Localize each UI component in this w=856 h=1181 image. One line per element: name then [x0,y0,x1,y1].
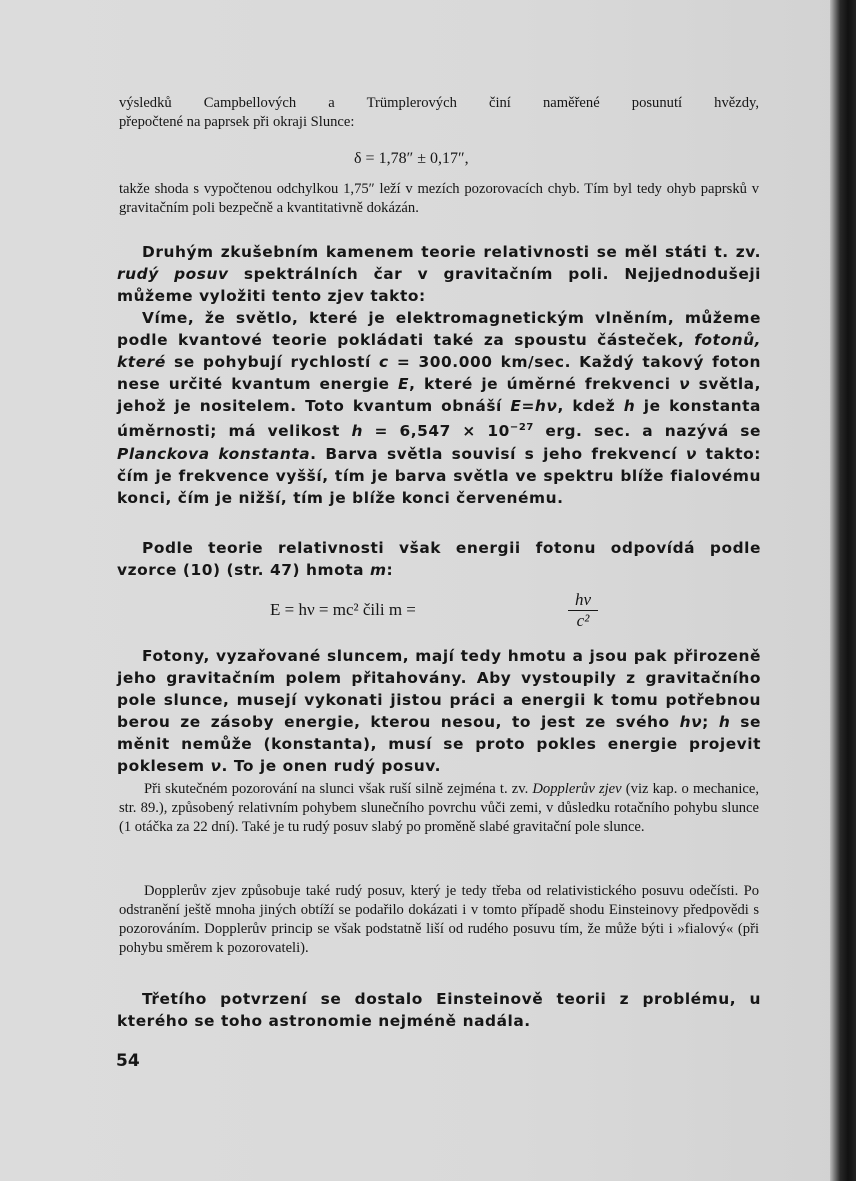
text: erg. sec. a nazývá se [533,422,761,441]
text: Dopplerův zjev způsobuje také rudý posuv, který je tedy třeba od relativistického posuvu odečísti. Po odstranění ještě mnoha jiných obtíží se podařilo dokázati i v tomto případě shodu Einsteinovy předpovědi s pozorováním. Dopplerův princip se však podstatně liší od rudého posuvu tím, že může býti i »fialový« (při pohybu směrem k pozorovateli). [119,883,759,956]
symbol: c [379,353,389,372]
paragraph-deflection-result: takže shoda s vypočtenou odchylkou 1,75″ leží v mezích pozorovacích chyb. Tím byl tedy ohyb paprsků v gravitačním poli bezpečně a kvantitativně dokázán. [119,181,759,216]
top-paragraph [119,94,759,132]
page-number: 54 [116,1051,140,1071]
equation-deflection: δ = 1,78″ ± 0,17″, [354,150,469,167]
text: Fotony, vyzařované sluncem, mají tedy hmotu a jsou pak přirozeně jeho gravitačním polem přitahovány. Aby vystoupily z gravitačního pole slunce, musejí vykonati jistou práci a energii k tomu potřebnou berou ze zásoby energie, kterou nesou, to jest ze svého [117,647,761,732]
term-planck-constant: Planckova konstanta [117,444,311,463]
symbol: ν [210,757,222,776]
text: Víme, že světlo, které je elektromagnetickým vlněním, můžeme podle kvantové teorie pokládati také za spoustu částeček, [117,309,761,350]
text: . Barva světla souvisí s jeho frekvencí [310,444,686,463]
text: , které je úměrné frekvenci [409,375,680,394]
paragraph-third-confirmation [117,988,761,1032]
text: je konstanta úměrnosti; má velikost [117,397,761,441]
text: (viz kap. o mechanice, str. 89.), způsobený relativním pohybem slunečního povrchu vůči zemi, v důsledku rotačního pohybu slunce (1 otáčka za 22 dní). Také je tu rudý posuv slabý po proměně slabé gravitační pole slunce. [119,781,759,835]
text: Podle teorie relativnosti však energii fotonu odpovídá podle vzorce (10) (str. 47) hmota [117,539,761,580]
symbol: ν [685,444,697,463]
text: : [386,561,394,580]
fraction [568,590,598,631]
exponent: −27 [509,422,534,434]
paragraph-photons [117,307,761,509]
symbol: E [398,375,410,394]
symbol: h [623,397,636,416]
formula: E=hν [510,397,558,416]
text: Třetího potvrzení se dostalo Einsteinově teorii z problému, u kterého se toho astronomie nejméně nadála. [117,990,761,1031]
paragraph-doppler-note [119,780,759,837]
symbol: ν [679,375,691,394]
text: Při skutečném pozorování na slunci však ruší silně zejména t. zv. [144,781,533,797]
symbol: h [351,422,363,441]
text: Druhým zkušebním kamenem teorie relativnosti se měl státi t. zv. [142,243,761,261]
text: = 300.000 km/sec. Každý takový foton nese určité kvantum energie [117,353,761,394]
text: se měnit nemůže (konstanta), musí se proto pokles energie projevit poklesem [117,713,761,776]
equation-photon-mass [270,590,610,640]
term-doppler-effect: Dopplerův zjev [532,781,622,797]
book-spine-shadow [830,0,856,1181]
equation-left-side: E = hν = mc² čili m = [270,600,416,619]
symbol: h [718,713,731,732]
text: spektrálních čar v gravitačním poli. Nejjednodušeji můžeme vyložiti tento zjev takto: [117,265,761,306]
text: , kdež [557,397,624,416]
paragraph-gravitational-work [117,645,761,778]
text: . To je onen rudý posuv. [221,757,441,776]
paragraph-photon-mass [117,537,761,581]
fraction-denominator: c² [576,611,590,630]
term-red-shift: rudý posuv [117,265,229,284]
symbol: hν [679,713,703,732]
text: = 6,547 × 10 [362,422,510,441]
text: takto: čím je frekvence vyšší, tím je barva světla ve spektru blíže fialovému konci, čím je nižší, tím je blíže konci červenému. [117,444,761,507]
top-line-1: výsledků Campbellových a Trümplerových činí naměřené posunutí hvězdy, [119,95,759,111]
fraction-numerator: hν [574,590,592,609]
text: světla, jehož je nositelem. Toto kvantum obnáší [117,375,761,416]
text: se pohybují rychlostí [165,353,380,372]
paragraph-doppler-principle [119,882,759,958]
paragraph-red-shift-intro [117,241,761,307]
text: ; [702,713,719,732]
term-photons: fotonů, které [117,331,761,372]
top-line-2: přepočtené na paprsek při okraji Slunce: [119,114,355,130]
symbol: m [369,561,387,580]
